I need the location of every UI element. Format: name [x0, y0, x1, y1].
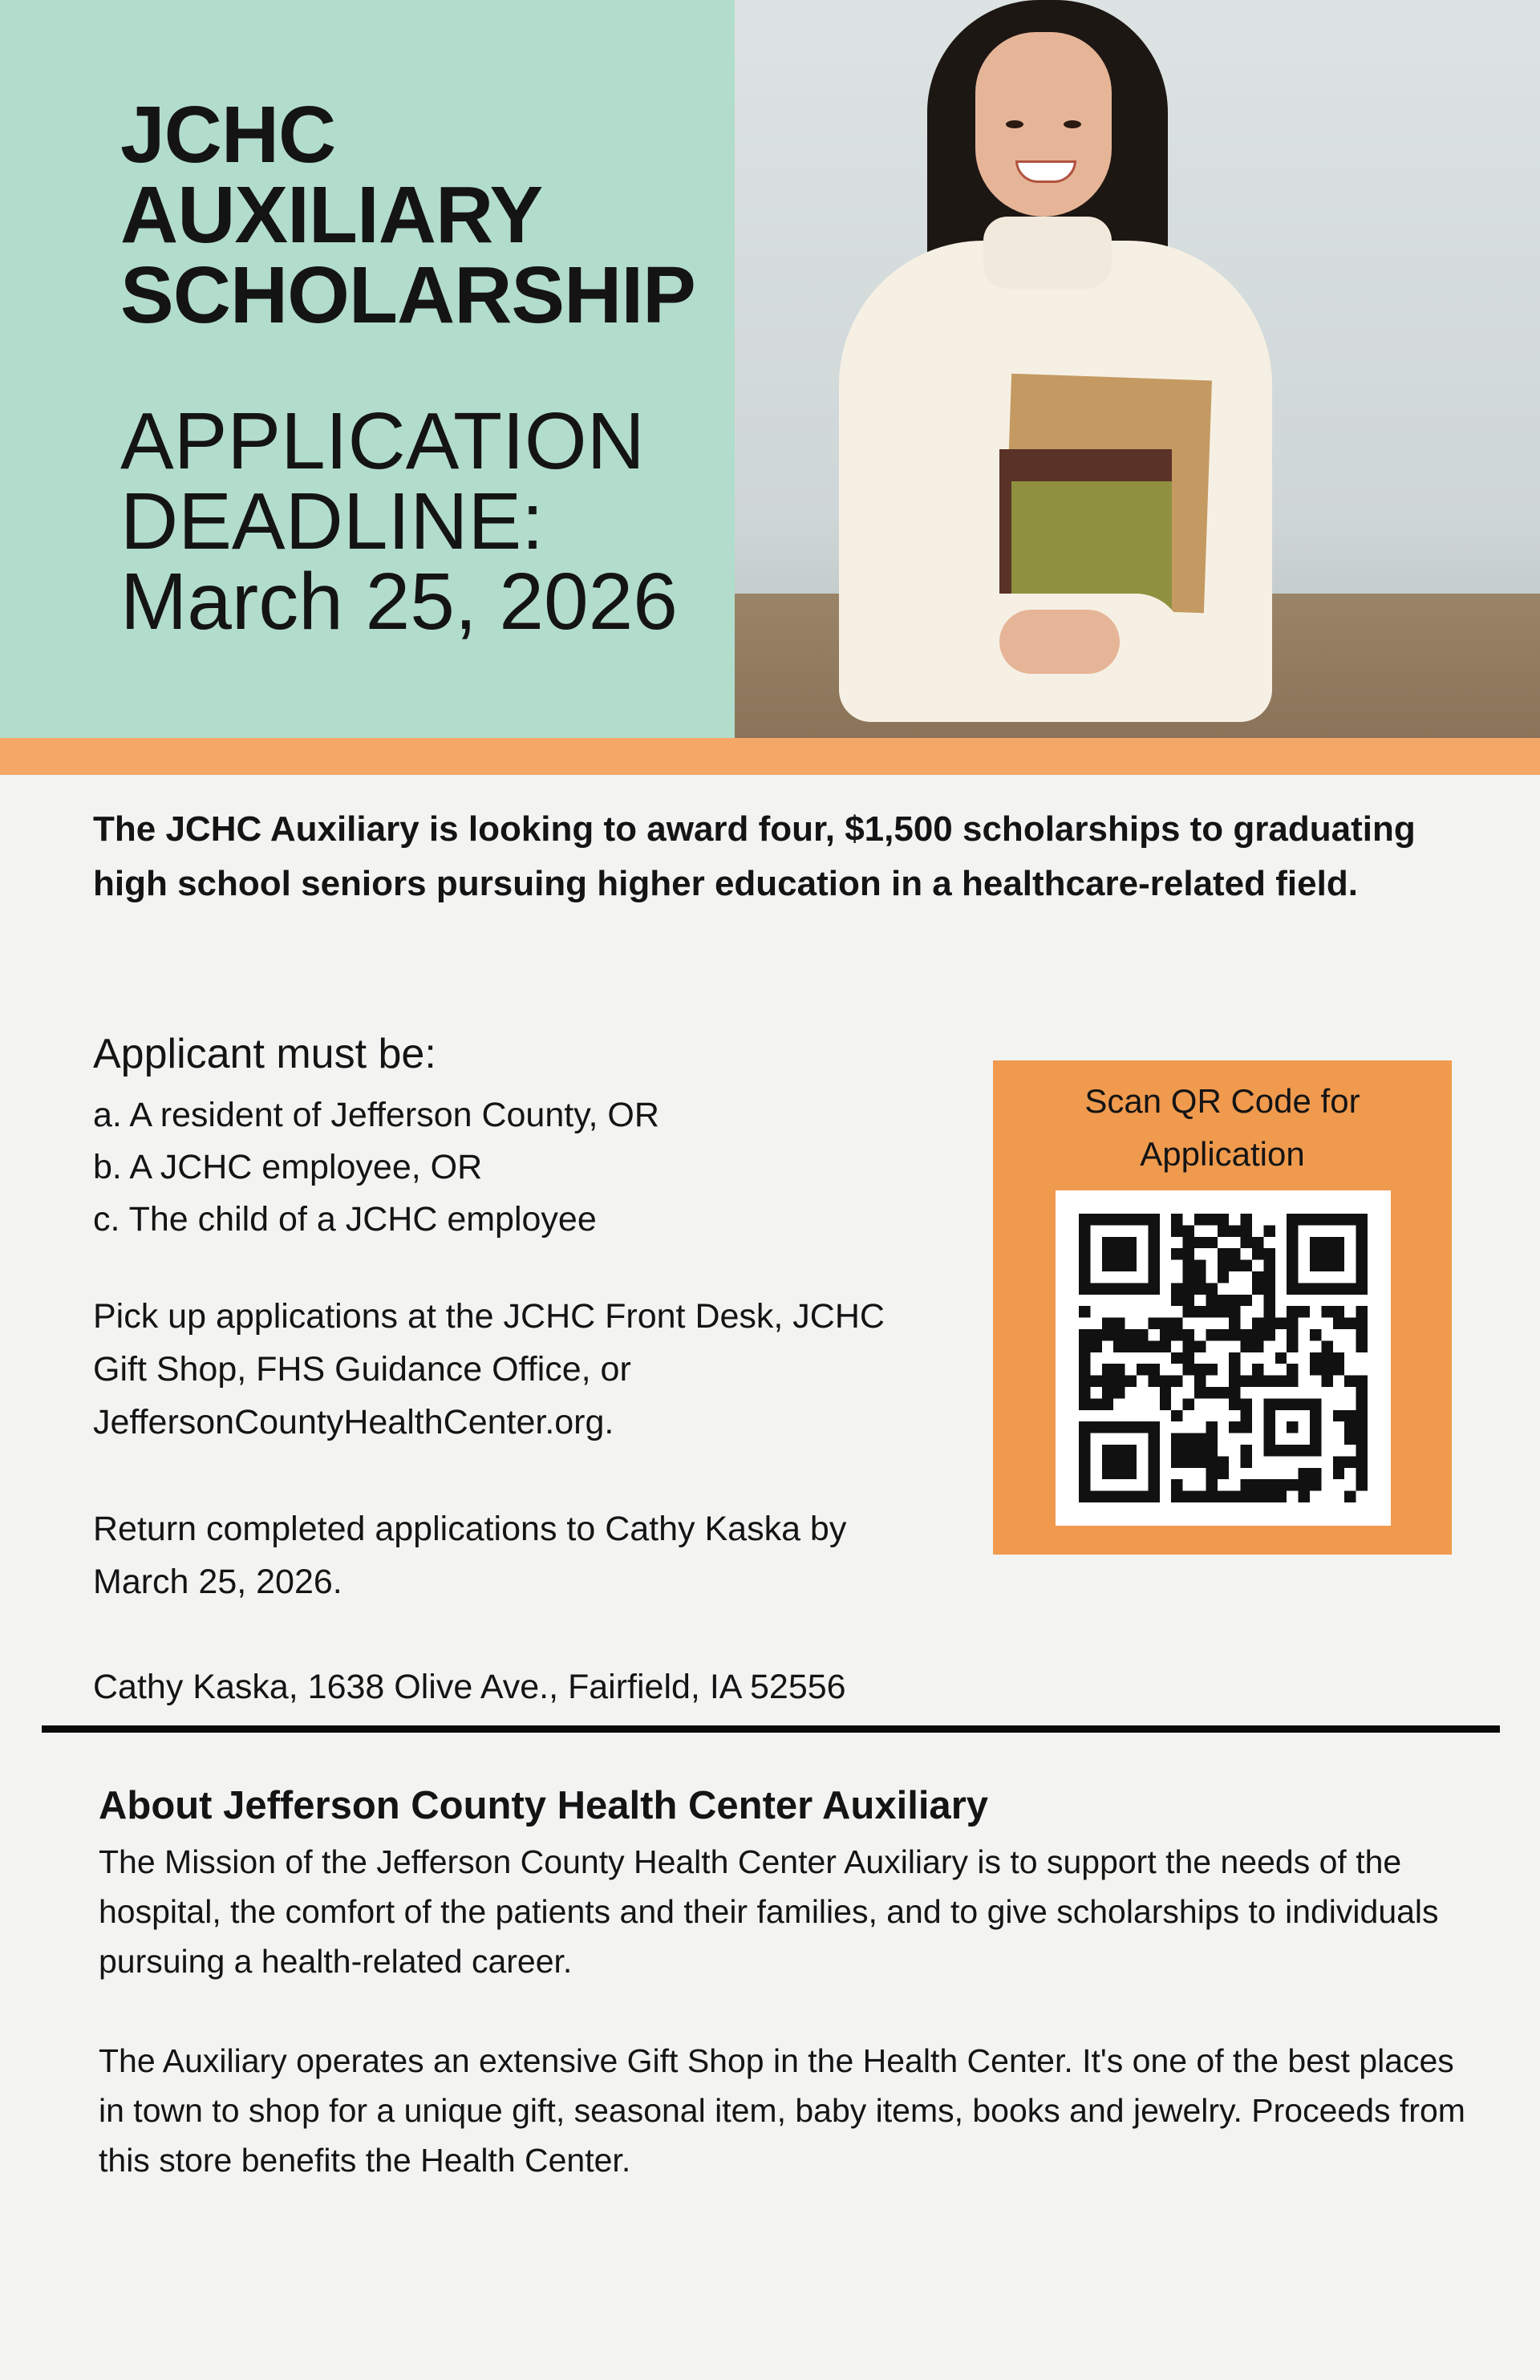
- title-line: JCHC: [120, 90, 336, 180]
- requirement-item: c. The child of a JCHC employee: [93, 1200, 597, 1239]
- deadline-date: March 25, 2026: [120, 557, 678, 647]
- section-divider: [42, 1725, 1500, 1733]
- requirement-item: a. A resident of Jefferson County, OR: [93, 1096, 659, 1134]
- qr-panel: [993, 1060, 1452, 1555]
- photo-face: [975, 32, 1112, 217]
- photo-collar: [983, 217, 1112, 289]
- qr-caption-line: Application: [1140, 1135, 1305, 1173]
- pickup-locations: Pick up applications at the JCHC Front Desk, JCHC Gift Shop, FHS Guidance Office, or JeffersonCountyHealthCenter.org.: [93, 1297, 885, 1441]
- deadline-line: DEADLINE:: [120, 476, 544, 566]
- qr-caption: [993, 1075, 1452, 1181]
- about-gift-shop-text: The Auxiliary operates an extensive Gift Shop in the Health Center. It's one of the best places in town to shop for a unique gift, seasonal item, baby items, books and jewelry. Proceeds from this store benefits the Health Center.: [99, 2042, 1465, 2179]
- requirements-heading: Applicant must be:: [93, 1031, 436, 1077]
- requirement-item: b. A JCHC employee, OR: [93, 1148, 483, 1186]
- qr-code[interactable]: [1056, 1190, 1391, 1526]
- intro-text: The JCHC Auxiliary is looking to award four, $1,500 scholarships to graduating high school seniors pursuing higher education in a healthcare-related field.: [93, 809, 1416, 903]
- qr-code-icon: [1079, 1214, 1368, 1502]
- photo-hands: [999, 610, 1120, 674]
- deadline-line: APPLICATION: [120, 396, 645, 486]
- return-instructions: Return completed applications to Cathy Kaska by March 25, 2026.: [93, 1510, 847, 1601]
- title-panel: [0, 0, 735, 738]
- student-photo: [735, 0, 1540, 738]
- about-mission-text: The Mission of the Jefferson County Health Center Auxiliary is to support the needs of the hospital, the comfort of the patients and their families, and to give scholarships to individuals pursuing a health-related career.: [99, 1843, 1439, 1980]
- requirements-list: [93, 1089, 659, 1246]
- accent-divider-bar: [0, 738, 1540, 775]
- title-line: SCHOLARSHIP: [120, 250, 695, 340]
- header-banner: [0, 0, 1540, 738]
- mailing-address: Cathy Kaska, 1638 Olive Ave., Fairfield, IA 52556: [93, 1668, 846, 1706]
- about-heading: About Jefferson County Health Center Auxiliary: [99, 1784, 989, 1827]
- photo-eye: [1006, 120, 1023, 128]
- scholarship-title: [120, 90, 695, 340]
- photo-eye: [1064, 120, 1081, 128]
- qr-caption-line: Scan QR Code for: [1084, 1082, 1360, 1120]
- application-deadline: [120, 396, 678, 647]
- title-line: AUXILIARY: [120, 170, 543, 260]
